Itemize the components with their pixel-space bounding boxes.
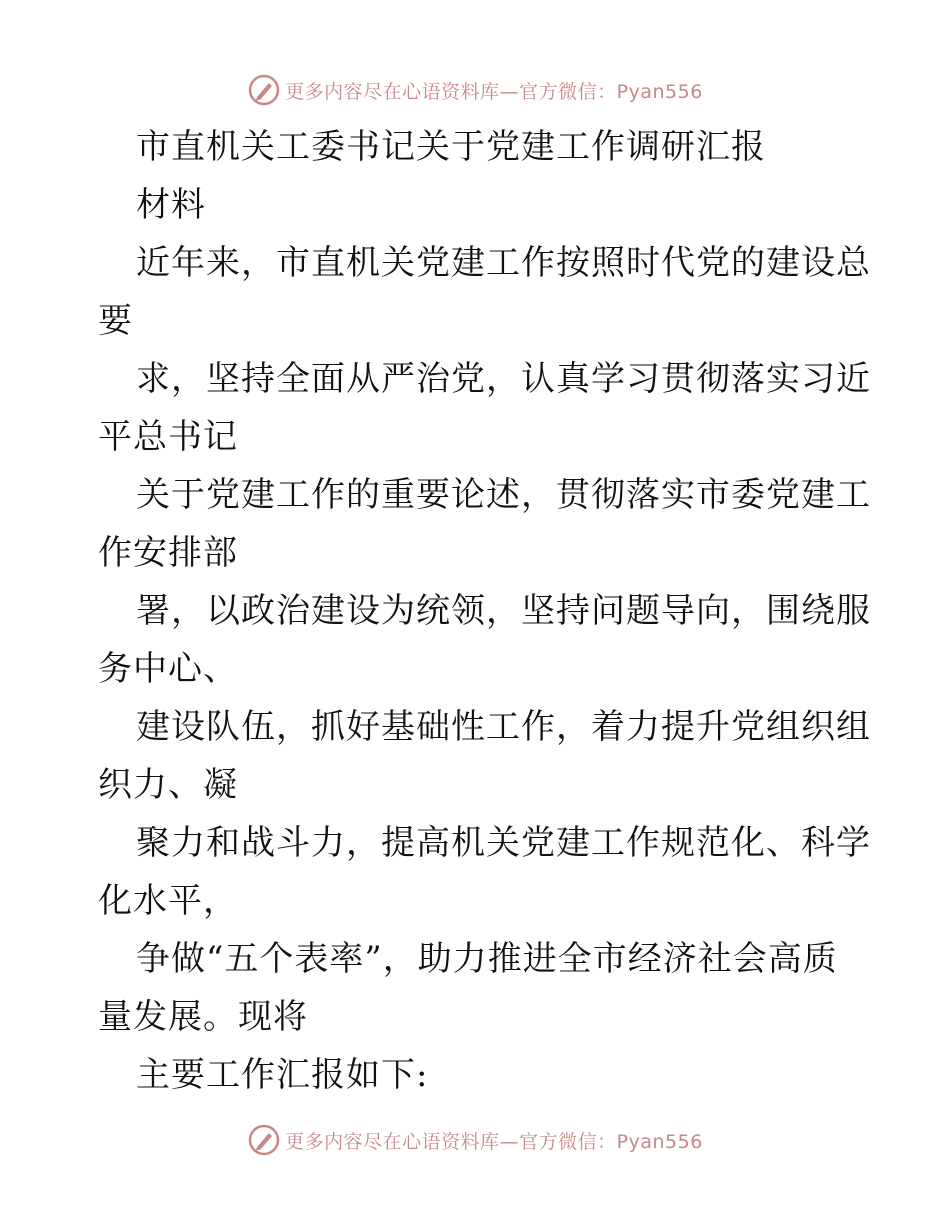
watermark-text: 更多内容尽在心语资料库—官方微信：Pyan556 (285, 80, 703, 103)
text-line: 化水平， (98, 881, 238, 921)
pen-logo-icon (247, 73, 281, 107)
text-line: 要 (98, 301, 133, 341)
text-line: 争做“五个表率”，助力推进全市经济社会高质 (136, 939, 838, 979)
text-line: 平总书记 (98, 417, 238, 457)
text-line: 署，以政治建设为统领，坚持问题导向，围绕服 (136, 591, 871, 631)
text-line: 关于党建工作的重要论述，贯彻落实市委党建工 (136, 475, 871, 515)
text-line: 主要工作汇报如下: (136, 1055, 429, 1095)
text-line: 作安排部 (98, 533, 238, 573)
document-body (98, 118, 871, 1104)
text-line: 建设队伍，抓好基础性工作，着力提升党组织组 (136, 707, 871, 747)
text-line: 量发展。现将 (98, 997, 308, 1037)
text-line: 聚力和战斗力，提高机关党建工作规范化、科学 (136, 823, 871, 863)
header-watermark (0, 70, 950, 110)
pen-logo-icon (247, 1123, 281, 1157)
text-line: 求，坚持全面从严治党，认真学习贯彻落实习近 (136, 359, 871, 399)
text-line: 市直机关工委书记关于党建工作调研汇报 (136, 127, 766, 167)
text-line: 近年来，市直机关党建工作按照时代党的建设总 (136, 243, 871, 283)
text-line: 务中心、 (98, 649, 238, 689)
watermark-text: 更多内容尽在心语资料库—官方微信：Pyan556 (285, 1130, 703, 1153)
text-line: 材料 (136, 185, 206, 225)
text-line: 织力、凝 (98, 765, 238, 805)
footer-watermark (0, 1120, 950, 1160)
